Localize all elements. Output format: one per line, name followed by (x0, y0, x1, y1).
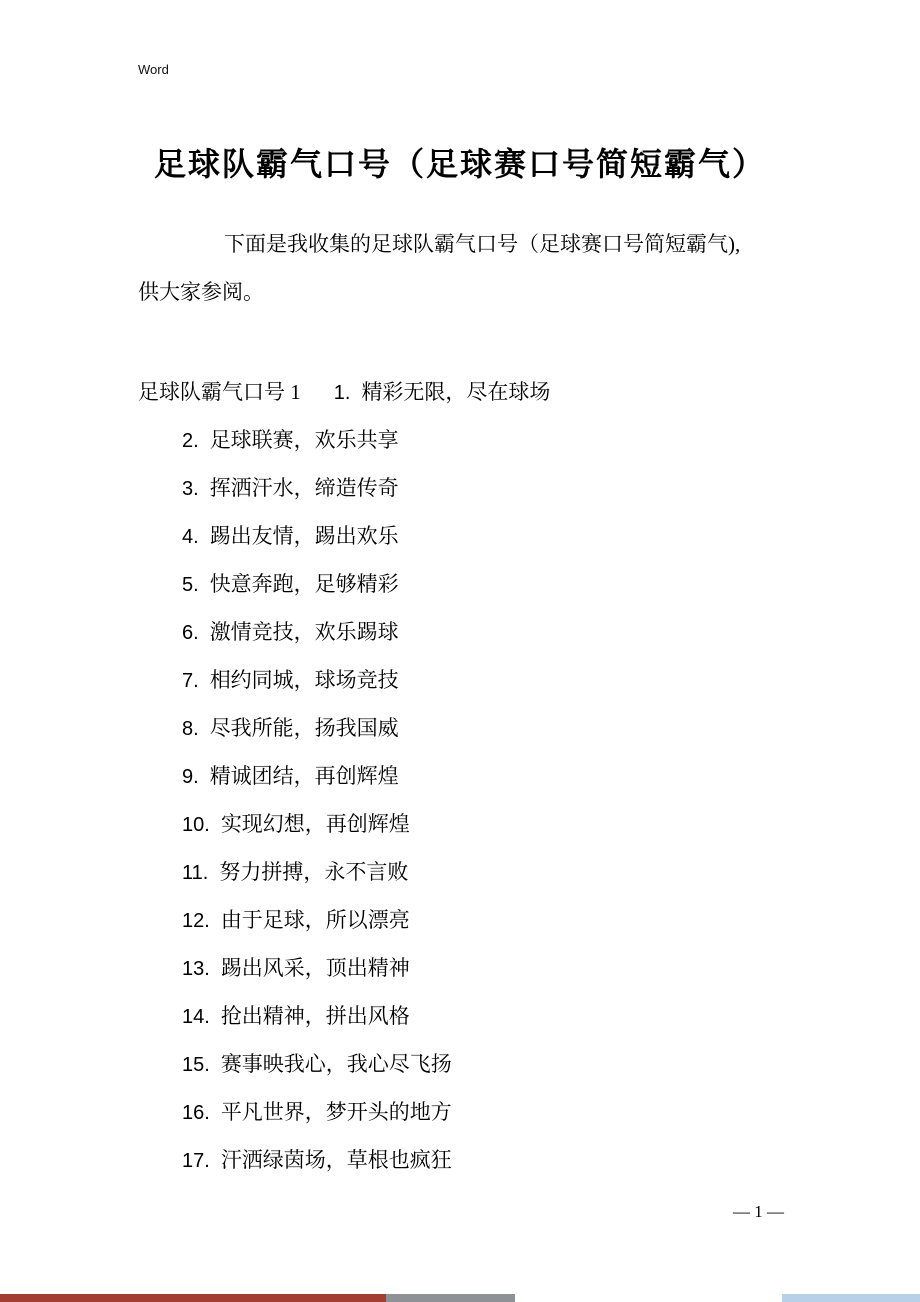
footer-accent-bar-segment (0, 1294, 386, 1302)
list-item-number: 9. (182, 766, 199, 788)
list-item-number: 7. (182, 670, 199, 692)
list-item-number: 6. (182, 622, 199, 644)
list-item-number: 3. (182, 478, 199, 500)
list-item (138, 560, 788, 608)
list-item-text: 实现幻想，再创辉煌 (220, 812, 410, 836)
footer-accent-bar-segment (515, 1294, 782, 1302)
list-item (138, 848, 788, 896)
intro-paragraph (138, 220, 788, 316)
intro-line-1: 下面是我收集的足球队霸气口号（足球赛口号简短霸气), (224, 232, 741, 256)
list-item (138, 1136, 788, 1184)
list-item-text: 挥洒汗水，缔造传奇 (209, 476, 399, 500)
list-item-number: 12. (182, 910, 210, 932)
list-item-text: 踢出风采，顶出精神 (220, 956, 410, 980)
footer-accent-bar-segment (386, 1294, 515, 1302)
list-item (138, 608, 788, 656)
list-item (138, 752, 788, 800)
page-number: — 1 — (733, 1202, 784, 1221)
list-item-text: 精彩无限，尽在球场 (361, 380, 551, 404)
list-item (138, 992, 788, 1040)
slogan-list (138, 368, 788, 1184)
intro-line-2: 供大家参阅。 (138, 280, 264, 304)
list-item-text: 赛事映我心，我心尽飞扬 (220, 1052, 452, 1076)
list-item-text: 尽我所能，扬我国威 (209, 716, 399, 740)
list-item (138, 704, 788, 752)
list-item (138, 1040, 788, 1088)
list-item-number: 2. (182, 430, 199, 452)
list-item-text: 足球联赛，欢乐共享 (209, 428, 399, 452)
list-item (138, 512, 788, 560)
list-item-number: 8. (182, 718, 199, 740)
list-item-text: 抢出精神，拼出风格 (220, 1004, 410, 1028)
list-item-text: 踢出友情，踢出欢乐 (209, 524, 399, 548)
list-item-number: 14. (182, 1006, 210, 1028)
list-item-number: 11. (182, 862, 209, 884)
page-title: 足球队霸气口号（足球赛口号简短霸气） (153, 146, 766, 182)
list-item (138, 896, 788, 944)
list-item-text: 相约同城，球场竞技 (209, 668, 399, 692)
list-item-text: 快意奔跑，足够精彩 (209, 572, 399, 596)
list-item-text: 激情竞技，欢乐踢球 (209, 620, 399, 644)
list-heading: 足球队霸气口号 1 (138, 380, 301, 404)
list-item (138, 800, 788, 848)
list-item-text: 汗洒绿茵场，草根也疯狂 (220, 1148, 452, 1172)
list-item-text: 努力拼搏，永不言败 (219, 860, 409, 884)
list-item (138, 1088, 788, 1136)
footer-accent-bar-segment (782, 1294, 920, 1302)
list-heading-row (138, 368, 788, 416)
list-item-number: 16. (182, 1102, 210, 1124)
list-item-text: 精诚团结，再创辉煌 (209, 764, 399, 788)
list-item (138, 944, 788, 992)
list-item-number: 15. (182, 1054, 210, 1076)
list-item-number: 1. (333, 382, 351, 404)
list-item-number: 10. (182, 814, 210, 836)
list-item-number: 4. (182, 526, 199, 548)
list-item (138, 656, 788, 704)
list-item-number: 5. (182, 574, 199, 596)
list-item-number: 13. (182, 958, 210, 980)
list-item-number: 17. (182, 1150, 210, 1172)
footer-accent-bar (0, 1294, 920, 1302)
list-item-text: 平凡世界，梦开头的地方 (220, 1100, 452, 1124)
word-watermark: Word (138, 62, 169, 77)
list-item-text: 由于足球，所以漂亮 (220, 908, 410, 932)
list-item (138, 416, 788, 464)
list-item (138, 464, 788, 512)
